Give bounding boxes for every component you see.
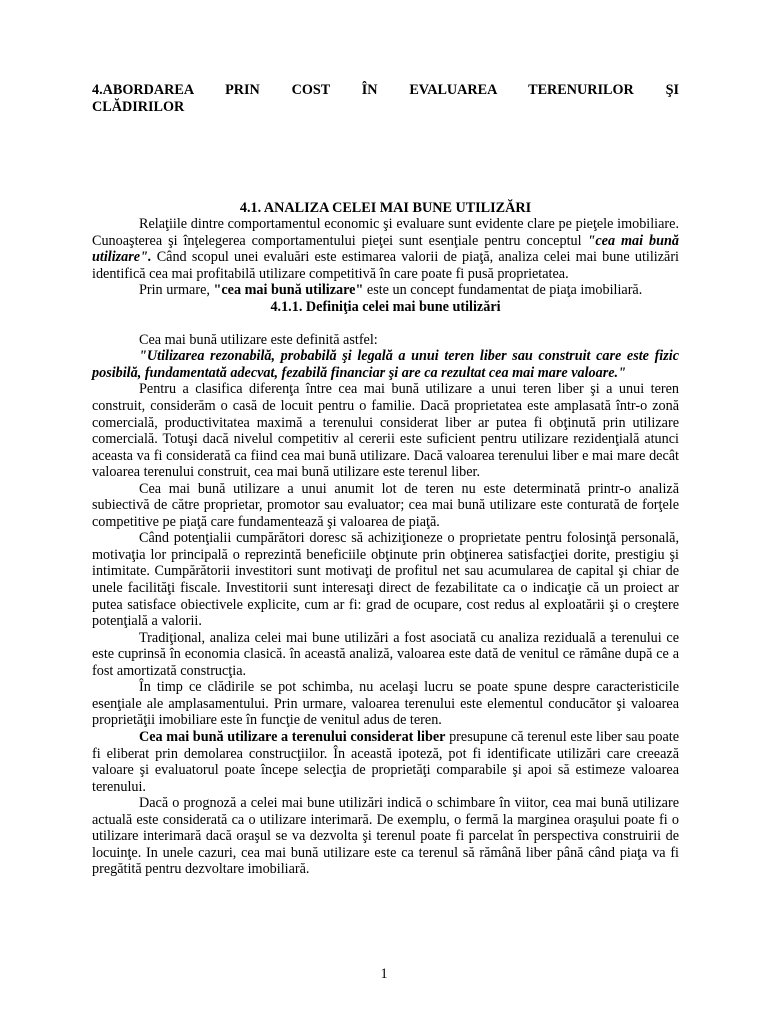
emphasis-text: Cea mai bună utilizare a terenului considerat liber bbox=[139, 728, 446, 745]
paragraph: Cea mai bună utilizare este definită astfel: bbox=[139, 331, 378, 348]
paragraph-text: Când scopul unei evaluări este estimarea valorii de piaţă, analiza celei mai bune utilizări identifică cea mai profitabilă utilizare competitivă în care poate fi pusă proprietatea. bbox=[92, 249, 679, 282]
section-heading: 4.1. ANALIZA CELEI MAI BUNE UTILIZĂRI bbox=[239, 200, 532, 216]
paragraph bbox=[92, 282, 679, 299]
paragraph: Dacă o prognoză a celei mai bune utilizări indică o schimbare în viitor, cea mai bună utilizare actuală este considerată ca o utilizare interimară. De exemplu, o fermă la marginea oraşului poate fi o utilizare interimară dacă oraşul se va dezvolta şi terenul poate fi parcelat în perspectiva construirii de locuinţe. In unele cazuri, cea mai bună utilizare este ca terenul să rămână liber până când piaţa va fi pregătită pentru dezvoltare imobiliară. bbox=[92, 795, 679, 878]
paragraph bbox=[92, 729, 679, 795]
page-number: 1 bbox=[380, 966, 388, 982]
emphasis-text: "cea mai bună utilizare" bbox=[213, 282, 364, 299]
paragraph-text: este un concept fundamentat de piaţa imobiliară. bbox=[363, 282, 643, 299]
quote-text: "Utilizarea rezonabilă, probabilă şi legală a unui teren liber sau construit care este fizic posibilă, fundamentată adecvat, fezabilă financiar şi are ca rezultat cea mai mare valoare." bbox=[92, 348, 679, 381]
page-content bbox=[92, 82, 679, 878]
paragraph bbox=[92, 216, 679, 282]
document-title: 4.ABORDAREA PRIN COST ÎN EVALUAREA TERENURILOR ŞI CLĂDIRILOR bbox=[92, 82, 679, 115]
subsection-heading: 4.1.1. Definiţia celei mai bune utilizări bbox=[270, 298, 501, 315]
blank-line bbox=[92, 315, 679, 332]
paragraph-text: Prin urmare, bbox=[139, 282, 214, 299]
paragraph: Când potenţialii cumpărători doresc să achiziţioneze o proprietate pentru folosinţă personală, motivaţia lor principală o reprezintă beneficiile obţinute prin obţinerea satisfacţiei dorite, prestigiu şi intimitate. Cumpărătorii investitori sunt motivaţi de profitul net sau acumularea de capital şi chiar de unele facilităţi fiscale. Investitorii sunt interesaţi direct de fezabilitate ca o indicaţie că un proiect ar putea satisface obiectivele explicite, cum ar fi: grad de ocupare, cost redus al exploatării şi o creştere potenţială a valorii. bbox=[92, 530, 679, 630]
paragraph-text: presupune că terenul este liber sau poate fi eliberat prin demolarea construcţiilor. În această ipoteză, pot fi identificate utilizări care creează valoare şi evaluatorul poate începe selecţia de proprietăţi comparabile şi apoi să estimeze valoarea terenului. bbox=[92, 728, 679, 795]
paragraph: În timp ce clădirile se pot schimba, nu acelaşi lucru se poate spune despre caracteristicile esenţiale ale amplasamentului. Prin urmare, valoarea terenului este elementul conducător şi valoarea proprietăţii imobiliare este în funcţie de venitul adus de teren. bbox=[92, 679, 679, 729]
paragraph: Pentru a clasifica diferenţa între cea mai bună utilizare a unui teren liber şi a unui teren construit, considerăm o casă de locuit pentru o familie. Dacă proprietatea este amplasată într-o zonă comercială, productivitatea maximă a terenului considerat liber ar putea fi obţinută prin utilizare comercială. Totuşi dacă nivelul competitiv al cererii este suficient pentru utilizare rezidenţială atunci aceasta va fi considerată ca fiind cea mai bună utilizare. Dacă valoarea terenului liber e mai mare decât valoarea terenului construit, cea mai bună utilizare este terenul liber. bbox=[92, 381, 679, 481]
body-text bbox=[92, 216, 679, 878]
emphasis-text: "cea mai bună utilizare". bbox=[92, 232, 679, 266]
paragraph-text: Relaţiile dintre comportamentul economic şi evaluare sunt evidente clare pe pieţele imobiliare. Cunoaşterea şi înţelegerea comportamentului pieţei sunt esenţiale pentru conceptul bbox=[92, 216, 679, 249]
paragraph: Tradiţional, analiza celei mai bune utilizări a fost asociată cu analiza reziduală a terenului ce este cuprinsă în economia clasică. în această analiză, valoarea este dată de venitul ce rămâne după ce a fost amortizată construcţia. bbox=[92, 629, 679, 679]
paragraph: Cea mai bună utilizare a unui anumit lot de teren nu este determinată printr-o analiză subiectivă de către proprietar, promotor sau evaluator; cea mai bună utilizare este conturată de forţele competitive pe piaţă care fundamentează şi valoarea de piaţă. bbox=[92, 480, 679, 530]
definition-quote bbox=[92, 348, 679, 381]
